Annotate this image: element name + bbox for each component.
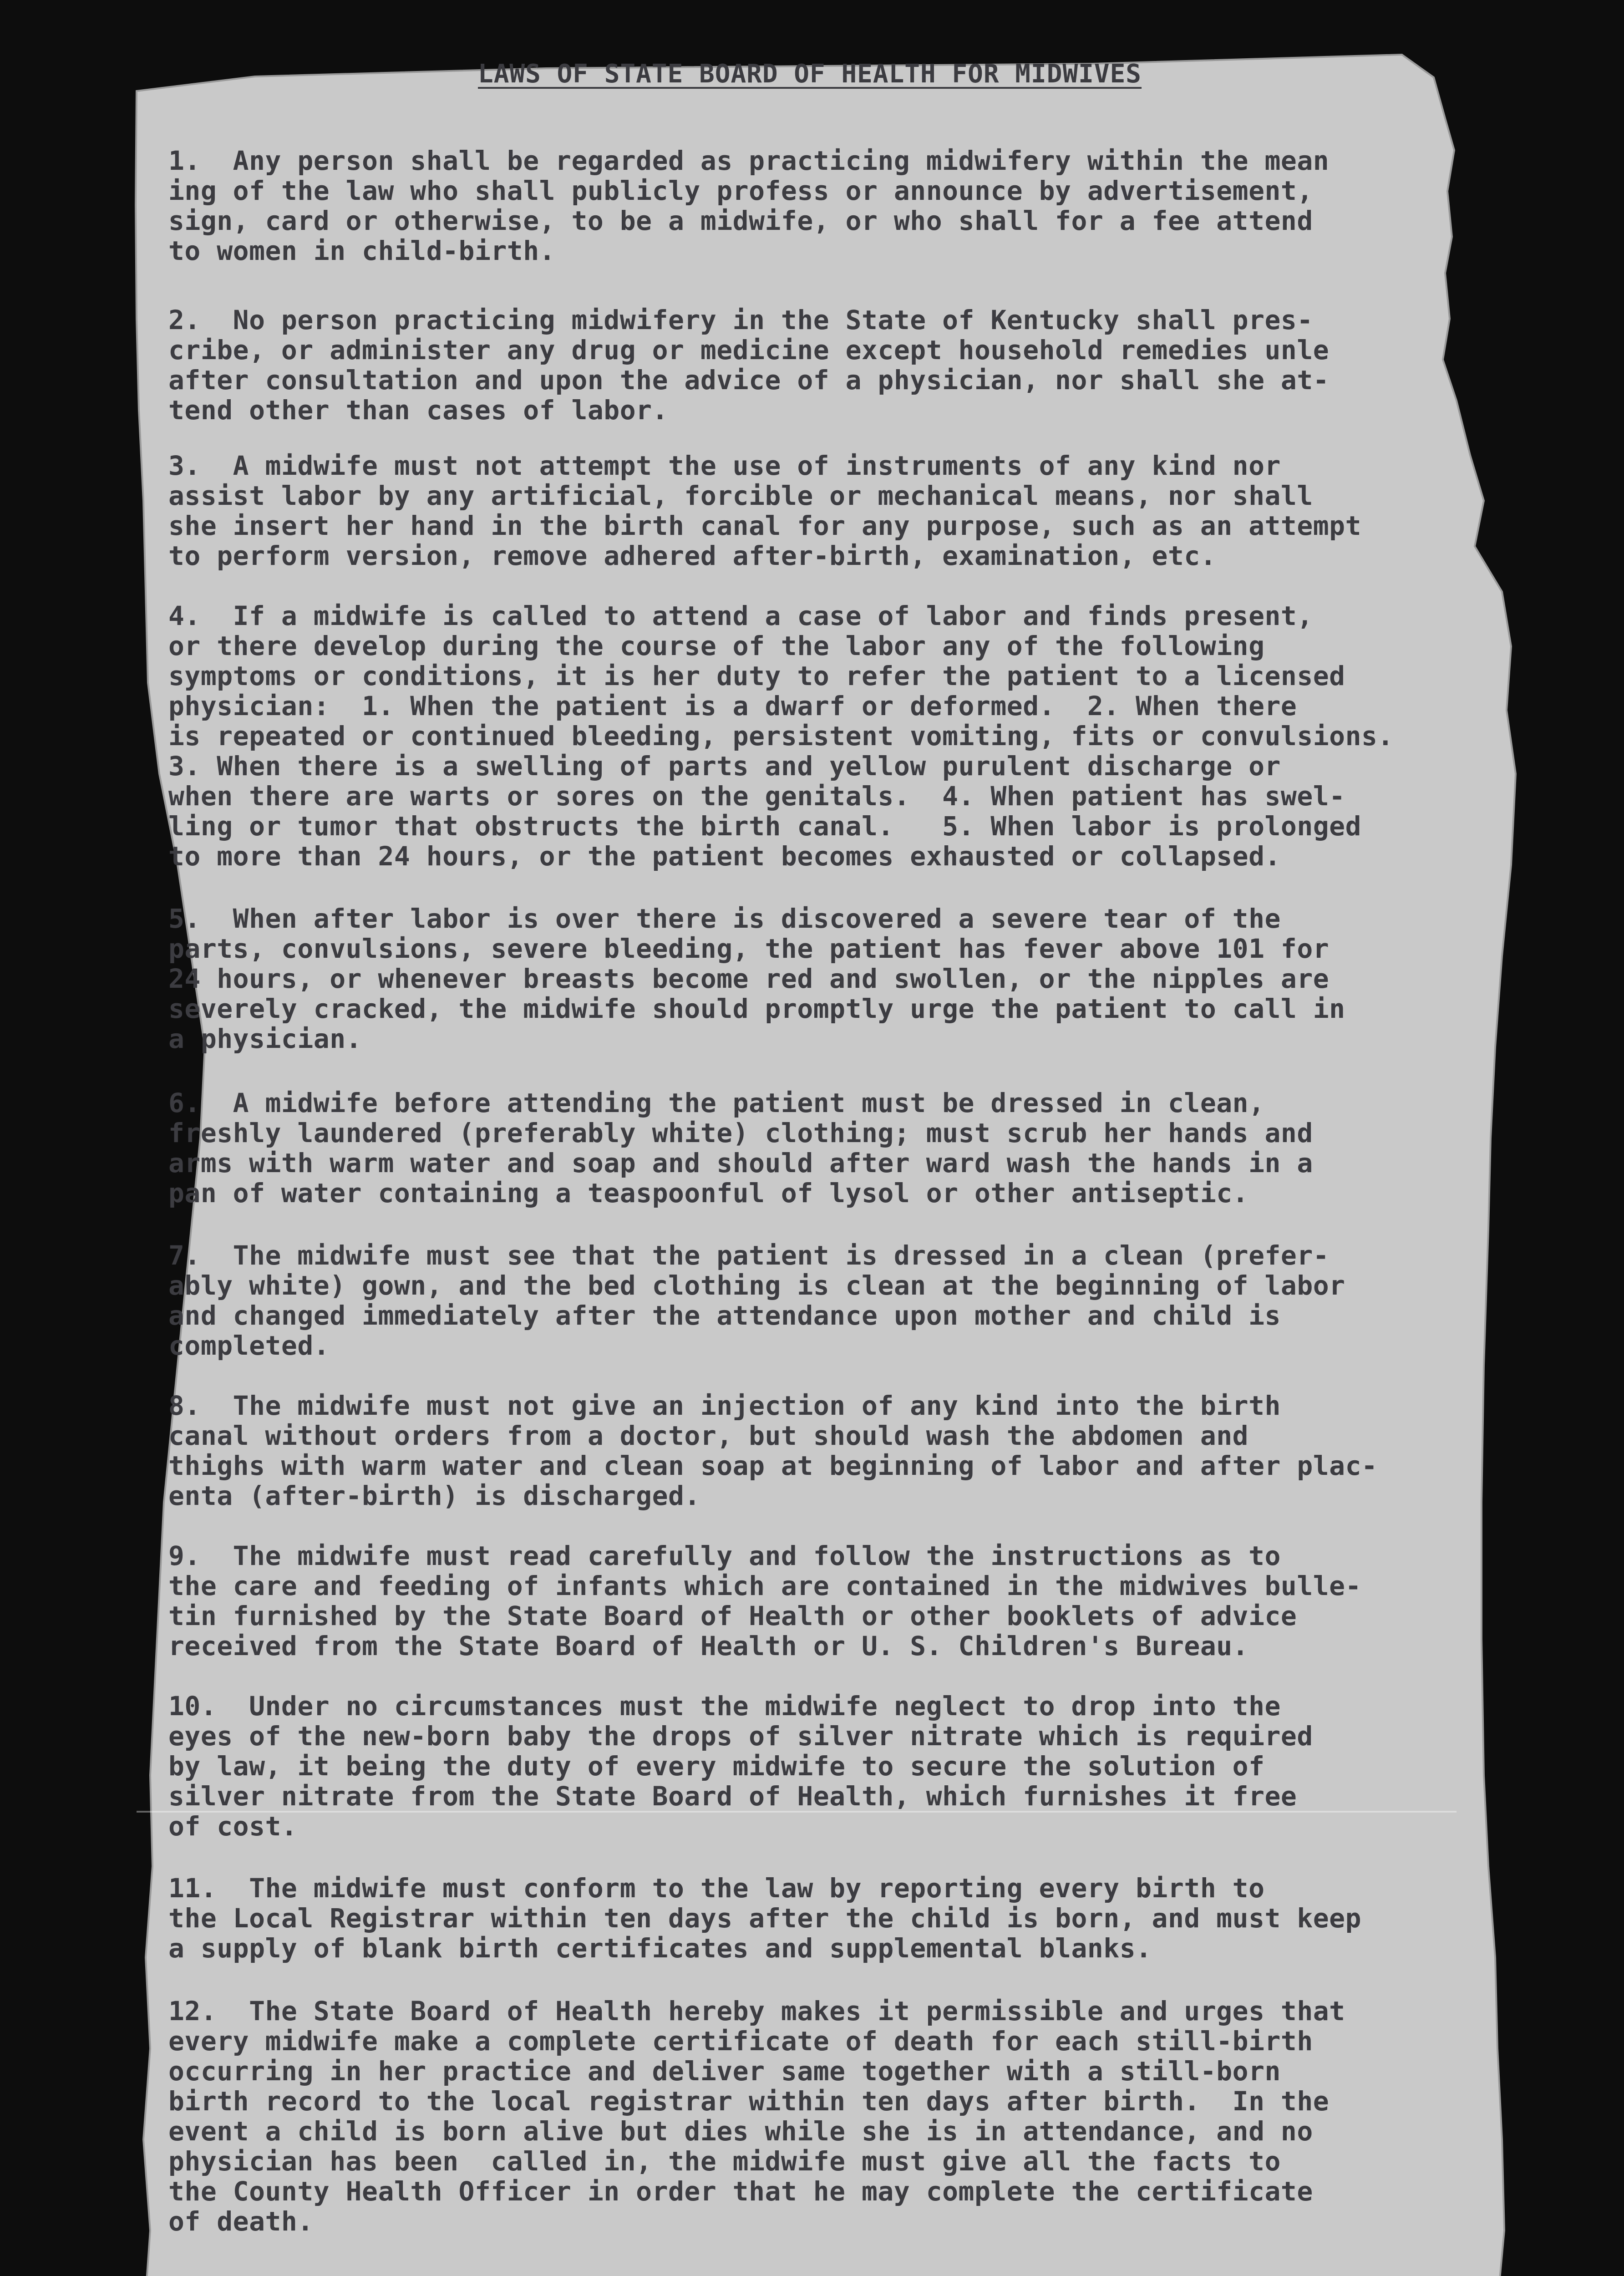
paragraph-2-line: cribe, or administer any drug or medicine except household remedies unle (168, 335, 1330, 366)
paragraph-8-line: thighs with warm water and clean soap at beginning of labor and after plac- (168, 1450, 1378, 1481)
paragraph-3-line: she insert her hand in the birth canal for any purpose, such as an attempt (168, 510, 1362, 541)
paragraph-6-line: 6. A midwife before attending the patient must be dressed in clean, (168, 1087, 1265, 1118)
paragraph-2-line: after consultation and upon the advice of a physician, nor shall she at- (168, 365, 1330, 396)
paragraph-10-line: silver nitrate from the State Board of Health, which furnishes it free (168, 1781, 1297, 1812)
paragraph-4-line: symptoms or conditions, it is her duty to refer the patient to a licensed (168, 660, 1345, 691)
paragraph-12-line: 12. The State Board of Health hereby makes it permissible and urges that (168, 1996, 1345, 2027)
paragraph-2-line: 2. No person practicing midwifery in the State of Kentucky shall pres- (168, 305, 1313, 335)
paragraph-3-line: assist labor by any artificial, forcible or mechanical means, nor shall (168, 480, 1313, 511)
paragraph-2-line: tend other than cases of labor. (168, 395, 668, 426)
paragraph-12-line: physician has been called in, the midwife must give all the facts to (168, 2146, 1281, 2177)
paragraph-1-line: to women in child-birth. (168, 235, 556, 266)
paragraph-8-line: canal without orders from a doctor, but should wash the abdomen and (168, 1420, 1249, 1451)
paragraph-5-line: a physician. (168, 1023, 362, 1054)
paragraph-7-line: and changed immediately after the attendance upon mother and child is (168, 1300, 1281, 1331)
paragraph-4-line: 3. When there is a swelling of parts and yellow purulent discharge or (168, 751, 1281, 782)
paragraph-12-line: birth record to the local registrar within ten days after birth. In the (168, 2086, 1330, 2117)
paragraph-8-line: 8. The midwife must not give an injection of any kind into the birth (168, 1390, 1281, 1421)
paragraph-7-line: ably white) gown, and the bed clothing is clean at the beginning of labor (168, 1270, 1345, 1301)
paragraph-1-line: sign, card or otherwise, to be a midwife, or who shall for a fee attend (168, 205, 1313, 236)
paragraph-4-line: to more than 24 hours, or the patient becomes exhausted or collapsed. (168, 841, 1281, 872)
paragraph-9-line: 9. The midwife must read carefully and follow the instructions as to (168, 1540, 1281, 1571)
paragraph-4-line: or there develop during the course of the labor any of the following (168, 630, 1265, 661)
paragraph-3-line: to perform version, remove adhered after-birth, examination, etc. (168, 540, 1217, 571)
paragraph-9-line: received from the State Board of Health or U. S. Children's Bureau. (168, 1631, 1249, 1661)
paragraph-4-line: physician: 1. When the patient is a dwarf or deformed. 2. When there (168, 691, 1297, 721)
paragraph-4-line: ling or tumor that obstructs the birth canal. 5. When labor is prolonged (168, 811, 1362, 842)
paragraph-11-line: 11. The midwife must conform to the law by reporting every birth to (168, 1873, 1265, 1904)
paragraph-11-line: the Local Registrar within ten days after the child is born, and must keep (168, 1903, 1362, 1934)
paragraph-9-line: the care and feeding of infants which are contained in the midwives bulle- (168, 1570, 1362, 1601)
paragraph-10-line: eyes of the new-born baby the drops of silver nitrate which is required (168, 1721, 1313, 1752)
paragraph-7-line: 7. The midwife must see that the patient is dressed in a clean (prefer- (168, 1240, 1330, 1271)
paragraph-9-line: tin furnished by the State Board of Health or other booklets of advice (168, 1600, 1297, 1631)
paragraph-6-line: freshly laundered (preferably white) clothing; must scrub her hands and (168, 1118, 1313, 1148)
paragraph-11-line: a supply of blank birth certificates and supplemental blanks. (168, 1933, 1152, 1964)
paragraph-4-line: 4. If a midwife is called to attend a case of labor and finds present, (168, 600, 1313, 631)
paragraph-8-line: enta (after-birth) is discharged. (168, 1480, 700, 1511)
paragraph-10-line: of cost. (168, 1811, 298, 1842)
paragraph-10-line: by law, it being the duty of every midwife to secure the solution of (168, 1751, 1265, 1782)
paragraph-1-line: 1. Any person shall be regarded as practicing midwifery within the mean (168, 145, 1330, 176)
paragraph-4-line: when there are warts or sores on the genitals. 4. When patient has swel- (168, 781, 1345, 812)
paragraph-5-line: severely cracked, the midwife should promptly urge the patient to call in (168, 993, 1345, 1024)
paragraph-5-line: 24 hours, or whenever breasts become red and swollen, or the nipples are (168, 963, 1330, 994)
paragraph-6-line: arms with warm water and soap and should after ward wash the hands in a (168, 1148, 1313, 1179)
paragraph-5-line: 5. When after labor is over there is discovered a severe tear of the (168, 903, 1281, 934)
paragraph-10-line: 10. Under no circumstances must the midwife neglect to drop into the (168, 1691, 1281, 1722)
paragraph-12-line: every midwife make a complete certificate of death for each still-birth (168, 2026, 1313, 2057)
paragraph-3-line: 3. A midwife must not attempt the use of instruments of any kind nor (168, 450, 1281, 481)
document-title: LAWS OF STATE BOARD OF HEALTH FOR MIDWIVES (478, 59, 1142, 89)
paragraph-4-line: is repeated or continued bleeding, persistent vomiting, fits or convulsions. (168, 721, 1394, 752)
paragraph-7-line: completed. (168, 1330, 330, 1361)
paragraph-6-line: pan of water containing a teaspoonful of lysol or other antiseptic. (168, 1178, 1249, 1209)
paragraph-12-line: of death. (168, 2206, 314, 2237)
paragraph-1-line: ing of the law who shall publicly profess or announce by advertisement, (168, 175, 1313, 206)
paragraph-5-line: parts, convulsions, severe bleeding, the patient has fever above 101 for (168, 933, 1330, 964)
paragraph-12-line: event a child is born alive but dies while she is in attendance, and no (168, 2116, 1313, 2147)
paragraph-12-line: the County Health Officer in order that he may complete the certificate (168, 2176, 1313, 2207)
paragraph-12-line: occurring in her practice and deliver same together with a still-born (168, 2056, 1281, 2087)
